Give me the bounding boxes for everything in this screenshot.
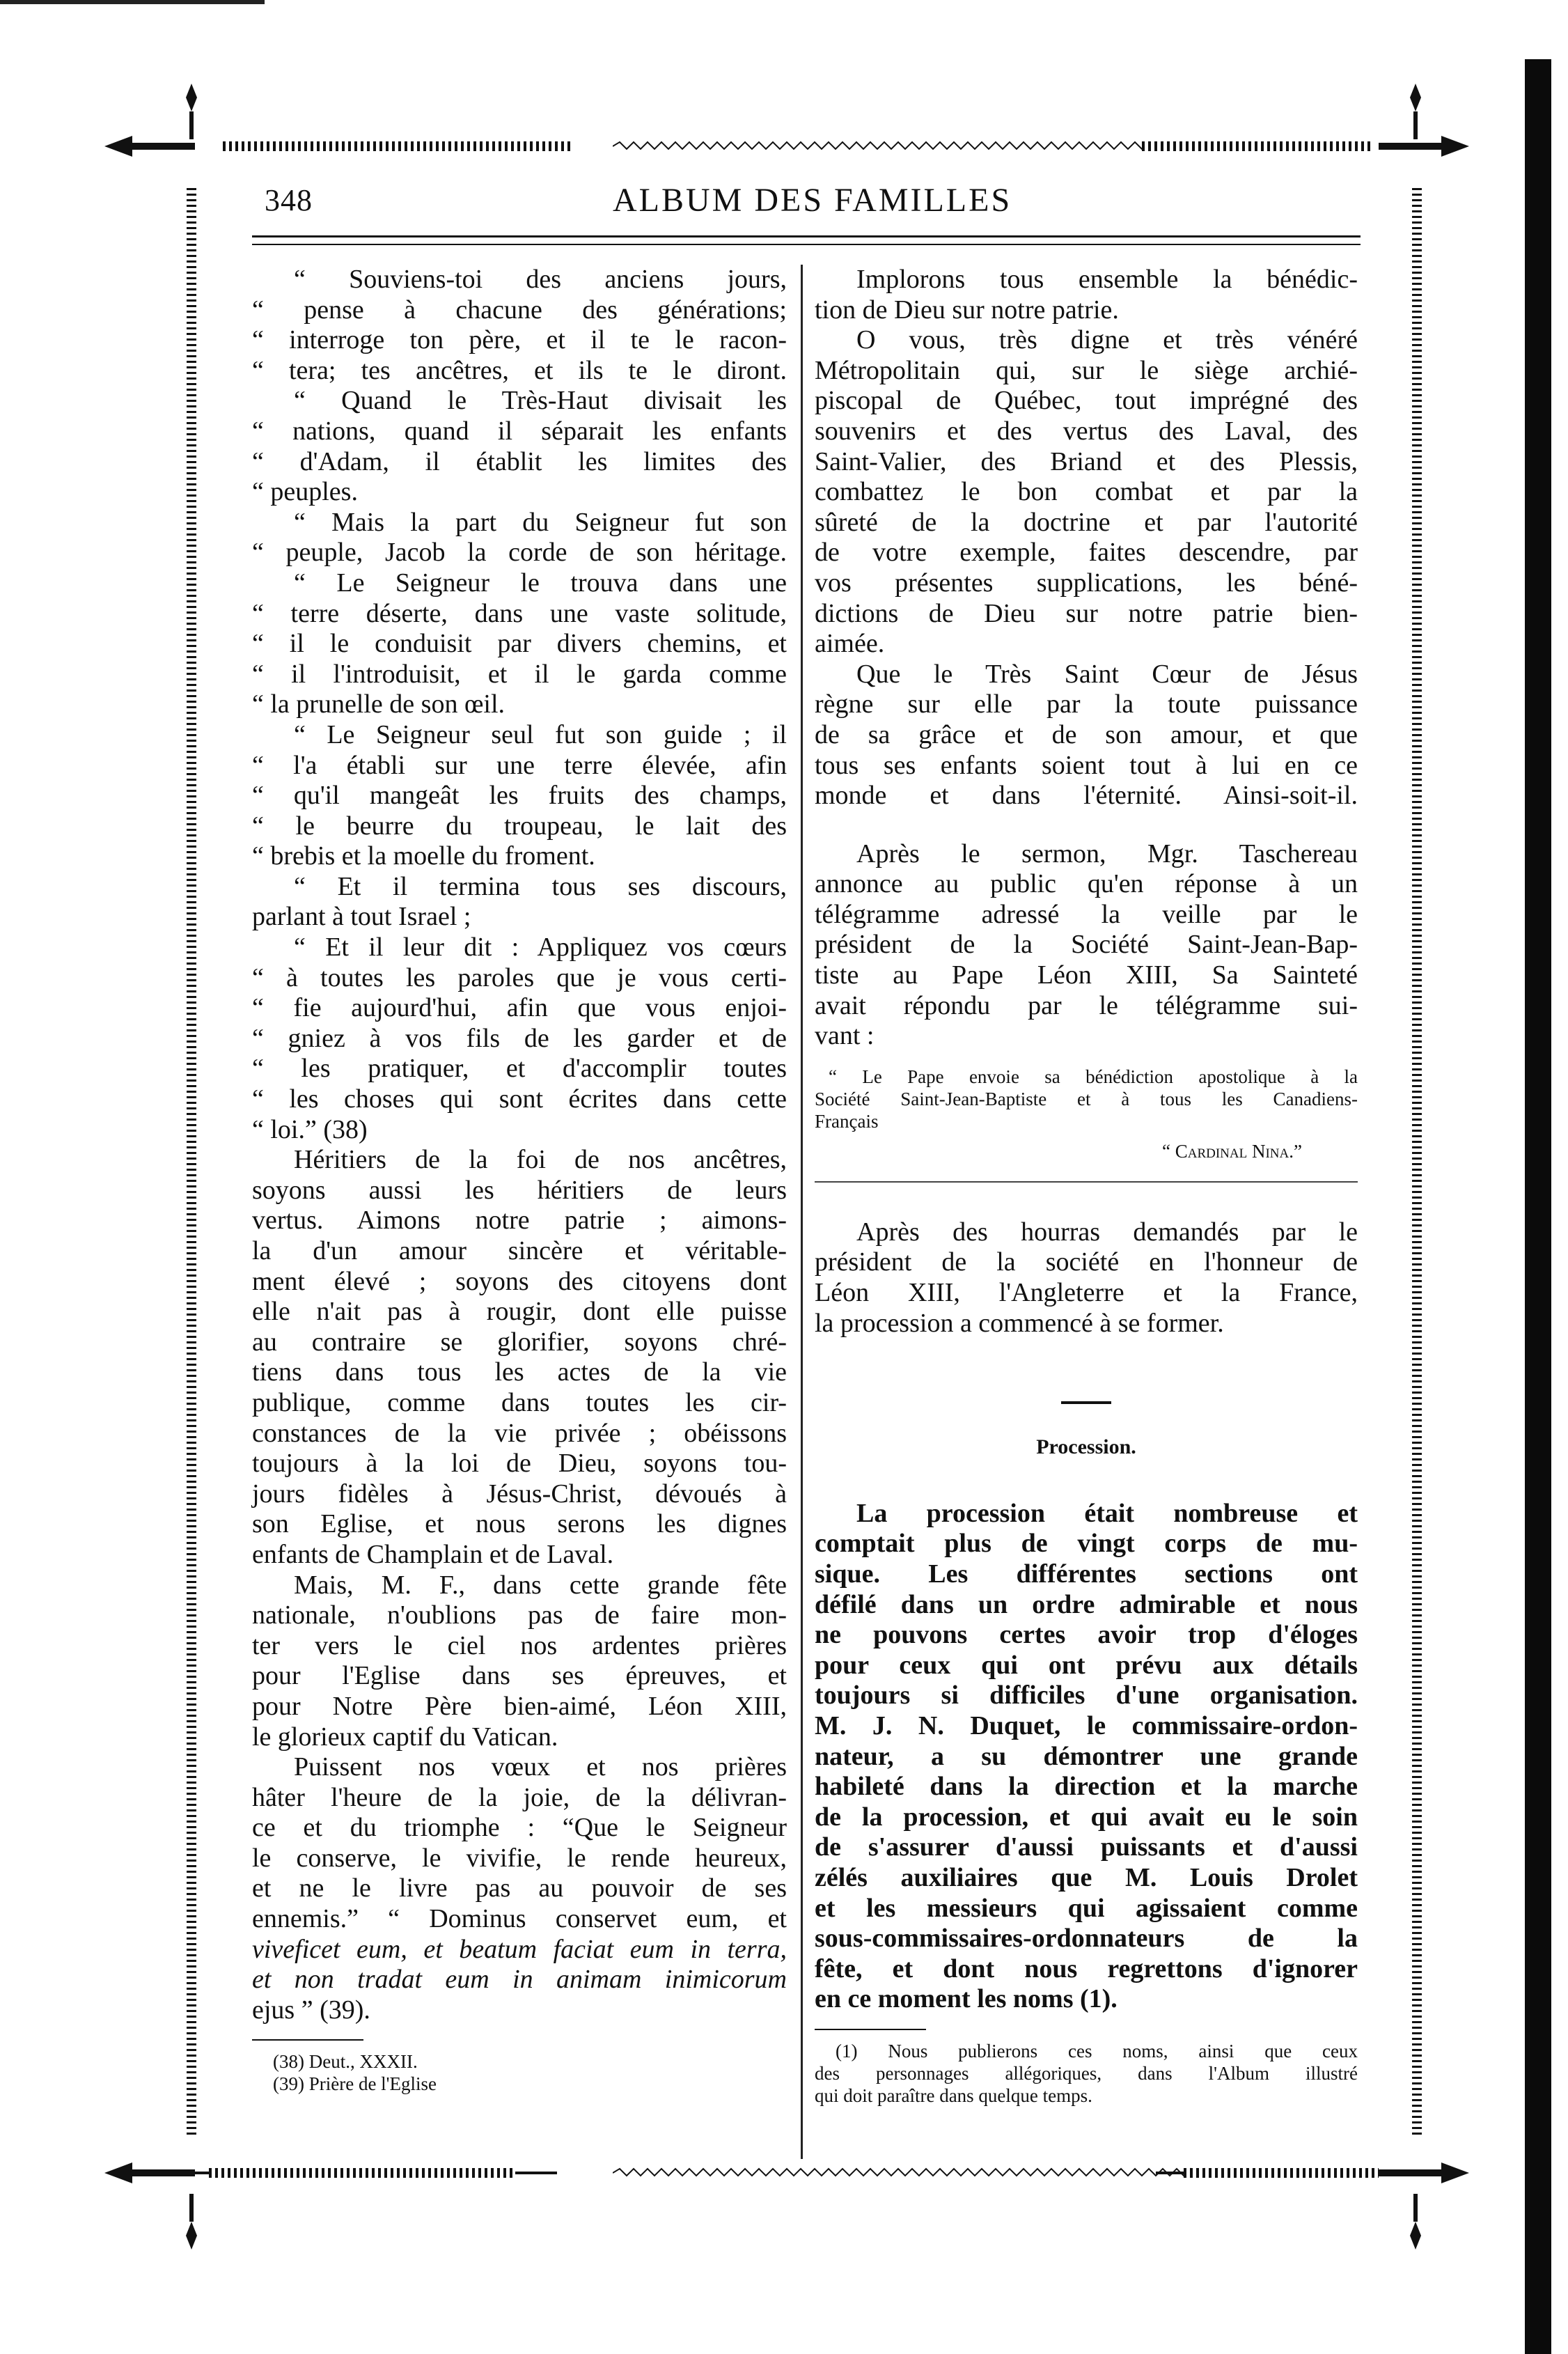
footnote: des personnages allégoriques, dans l'Album illustré	[815, 2062, 1358, 2084]
footnote: (38) Deut., XXXII.	[273, 2051, 418, 2073]
footnote: (39) Prière de l'Eglise	[273, 2073, 437, 2095]
text-line: toujours si difficiles d'une organisation.	[815, 1681, 1358, 1710]
text-line: aimée.	[815, 629, 885, 659]
text-line: en ce moment les noms (1).	[815, 1984, 1118, 2014]
text-line: nationale, n'oublions pas de faire mon-	[252, 1600, 787, 1630]
text-line: règne sur elle par la toute puissance	[815, 689, 1358, 719]
left-arrow-ornament-icon	[104, 129, 195, 164]
text-line: sique. Les différentes sections ont	[815, 1559, 1358, 1589]
right-column	[815, 265, 1358, 2107]
text-line: Mais, M. F., dans cette grande fête	[294, 1570, 787, 1600]
text-line: elle n'ait pas à rougir, dont elle puisse	[252, 1297, 787, 1327]
text-line: “ nations, quand il séparait les enfants	[252, 416, 787, 446]
text-line: président de la société en l'honneur de	[815, 1247, 1358, 1277]
text-line: télégramme adressé la veille par le	[815, 899, 1358, 929]
text-line: “ peuple, Jacob la corde de son héritage.	[252, 538, 787, 568]
text-line: et non tradat eum in animam inimicorum	[252, 1965, 787, 1995]
text-line: “ Souviens-toi des anciens jours,	[294, 265, 787, 294]
text-line: vertus. Aimons notre patrie ; aimons-	[252, 1206, 787, 1236]
text-line: “ loi.” (38)	[252, 1114, 368, 1144]
text-line: de votre exemple, faites descendre, par	[815, 538, 1358, 568]
text-line: le glorieux captif du Vatican.	[252, 1722, 558, 1752]
text-line: monde et dans l'éternité. Ainsi-soit-il.	[815, 781, 1358, 811]
text-line: au contraire se glorifier, soyons chré-	[252, 1327, 787, 1357]
text-line: zélés auxiliaires que M. Louis Drolet	[815, 1862, 1358, 1892]
text-line: comptait plus de vingt corps de mu-	[815, 1529, 1358, 1559]
footnote: (1) Nous publierons ces noms, ainsi que ceux	[836, 2040, 1358, 2061]
text-line: “ Quand le Très-Haut divisait les	[294, 386, 787, 416]
text-line: hâter l'heure de la joie, de la délivran-	[252, 1782, 787, 1812]
text-line: ter vers le ciel nos ardentes prières	[252, 1630, 787, 1660]
text-line: président de la Société Saint-Jean-Bap-	[815, 930, 1358, 960]
telegram-line: “ Le Pape envoie sa bénédiction apostolique à la	[829, 1066, 1358, 1087]
section-heading: Procession.	[1036, 1435, 1136, 1459]
footnote-rule	[252, 2039, 363, 2041]
section-rule	[1061, 1401, 1111, 1404]
top-edge-line	[0, 0, 265, 4]
text-line: tion de Dieu sur notre patrie.	[815, 295, 1119, 325]
text-line: ment élevé ; soyons des citoyens dont	[252, 1266, 787, 1296]
text-line: “ peuples.	[252, 477, 358, 507]
bottom-border-band	[139, 2166, 1427, 2180]
text-line: tiste au Pape Léon XIII, Sa Sainteté	[815, 960, 1358, 990]
text-line: “ les choses qui sont écrites dans cette	[252, 1084, 787, 1114]
footnote: qui doit paraître dans quelque temps.	[815, 2084, 1092, 2106]
text-line: “ la prunelle de son œil.	[252, 689, 505, 719]
text-line: “ à toutes les paroles que je vous certi-	[252, 962, 787, 992]
text-line: nateur, a su démontrer une grande	[815, 1741, 1358, 1771]
running-title: ALBUM DES FAMILLES	[613, 182, 1012, 219]
text-line: Après des hourras demandés par le	[856, 1217, 1358, 1247]
corner-ornament-icon	[171, 2194, 212, 2250]
text-line: “ Et il leur dit : Appliquez vos cœurs	[294, 933, 787, 962]
telegram-line: Français	[815, 1110, 879, 1132]
text-line: “ Mais la part du Seigneur fut son	[294, 507, 787, 537]
text-line: avait répondu par le télégramme sui-	[815, 990, 1358, 1020]
text-line: “ d'Adam, il établit les limites des	[252, 446, 787, 476]
right-border-rail	[1412, 188, 1422, 2138]
text-line: toujours à la loi de Dieu, soyons tou-	[252, 1449, 787, 1479]
text-line: piscopal de Québec, tout imprégné des	[815, 386, 1358, 416]
text-line: “ il le conduisit par divers chemins, et	[252, 629, 787, 659]
text-line: “ brebis et la moelle du froment.	[252, 841, 595, 871]
text-line: viveficet eum, et beatum faciat eum in terra,	[252, 1934, 787, 1964]
text-line: son Eglise, et nous serons les dignes	[252, 1509, 787, 1539]
text-line: le conserve, le vivifie, le rende heureux,	[252, 1843, 787, 1873]
separator-rule	[815, 1181, 1358, 1183]
text-line: “ interroge ton père, et il te le racon-	[252, 325, 787, 355]
text-line: ejus ” (39).	[252, 1995, 370, 2025]
text-line: sûreté de la doctrine et par l'autorité	[815, 507, 1358, 537]
text-line: parlant à tout Israel ;	[252, 902, 471, 932]
text-line: La procession était nombreuse et	[856, 1498, 1358, 1528]
text-line: sous-commissaires-ordonnateurs de la	[815, 1924, 1358, 1954]
text-line: “ Le Seigneur seul fut son guide ; il	[294, 719, 787, 749]
page-number: 348	[265, 183, 313, 217]
text-line: pour ceux qui ont prévu aux détails	[815, 1650, 1358, 1680]
left-border-rail	[187, 188, 196, 2138]
procession-paragraph	[815, 1499, 1358, 2015]
text-line: pour Notre Père bien-aimé, Léon XIII,	[252, 1691, 787, 1721]
text-line: “ terre déserte, dans une vaste solitude,	[252, 598, 787, 628]
text-line: Héritiers de la foi de nos ancêtres,	[294, 1145, 787, 1175]
right-arrow-ornament-icon	[1379, 129, 1469, 164]
text-line: enfants de Champlain et de Laval.	[252, 1539, 614, 1569]
text-line: et les messieurs qui agissaient comme	[815, 1893, 1358, 1923]
text-line: ennemis.” “ Dominus conservet eum, et	[252, 1904, 787, 1934]
text-line: annonce au public qu'en réponse à un	[815, 869, 1358, 899]
text-line: vos présentes supplications, les béné-	[815, 568, 1358, 598]
text-line: Implorons tous ensemble la bénédic-	[856, 265, 1358, 294]
text-line: tous ses enfants soient tout à lui en ce	[815, 750, 1358, 780]
text-line: de sa grâce et de son amour, et que	[815, 719, 1358, 749]
text-line: et ne le livre pas au pouvoir de ses	[252, 1873, 787, 1903]
text-line: vant :	[815, 1021, 875, 1051]
telegram-line: Société Saint-Jean-Baptiste et à tous les Canadiens-	[815, 1088, 1358, 1109]
text-line: dictions de Dieu sur notre patrie bien-	[815, 598, 1358, 628]
text-line: Que le Très Saint Cœur de Jésus	[856, 659, 1358, 689]
text-line: la procession a commencé à se former.	[815, 1308, 1224, 1338]
text-line: soyons aussi les héritiers de leurs	[252, 1175, 787, 1205]
right-arrow-ornament-icon	[1379, 2156, 1469, 2190]
text-line: défilé dans un ordre admirable et nous	[815, 1589, 1358, 1619]
text-line: “ gniez à vos fils de les garder et de	[252, 1023, 787, 1053]
text-line: “ tera; tes ancêtres, et ils te le diront.	[252, 355, 787, 385]
text-line: publique, comme dans toutes les cir-	[252, 1387, 787, 1417]
text-line: “ les pratiquer, et d'accomplir toutes	[252, 1054, 787, 1084]
right-border-bar	[1525, 59, 1551, 2354]
text-line: “ le beurre du troupeau, le lait des	[252, 811, 787, 841]
column-divider	[801, 265, 803, 2159]
text-line: Après le sermon, Mgr. Taschereau	[856, 839, 1358, 868]
text-line: Métropolitain qui, sur le siège archié-	[815, 355, 1358, 385]
left-column	[252, 265, 787, 2095]
top-border-band	[139, 139, 1427, 153]
text-line: “ Et il termina tous ses discours,	[294, 871, 787, 901]
text-line: tiens dans tous les actes de la vie	[252, 1357, 787, 1387]
text-line: Puissent nos vœux et nos prières	[294, 1752, 787, 1782]
text-line: jours fidèles à Jésus-Christ, dévoués à	[252, 1479, 787, 1509]
telegram-signature: “ Cardinal Nina.”	[1162, 1140, 1302, 1162]
text-line: Saint-Valier, des Briand et des Plessis,	[815, 446, 1358, 476]
text-line: habileté dans la direction et la marche	[815, 1772, 1358, 1802]
text-line: “ l'a établi sur une terre élevée, afin	[252, 750, 787, 780]
text-line: ne pouvons certes avoir trop d'éloges	[815, 1620, 1358, 1650]
text-line: “ Le Seigneur le trouva dans une	[294, 568, 787, 598]
text-line: souvenirs et des vertus des Laval, des	[815, 416, 1358, 446]
text-line: “ fie aujourd'hui, afin que vous enjoi-	[252, 993, 787, 1023]
text-line: constances de la vie privée ; obéissons	[252, 1418, 787, 1448]
corner-ornament-icon	[1395, 2194, 1436, 2250]
text-line: combattez le bon combat et par la	[815, 477, 1358, 507]
text-line: M. J. N. Duquet, le commissaire-ordon-	[815, 1710, 1358, 1740]
header-rule	[252, 235, 1361, 237]
text-line: de la procession, et qui avait eu le soin	[815, 1802, 1358, 1832]
left-arrow-ornament-icon	[104, 2156, 195, 2190]
text-line: fête, et dont nous regrettons d'ignorer	[815, 1954, 1358, 1983]
text-line: “ il l'introduisit, et il le garda comme	[252, 659, 787, 689]
text-line: O vous, très digne et très vénéré	[856, 325, 1358, 355]
text-line: “ qu'il mangeât les fruits des champs,	[252, 781, 787, 811]
header-rule	[252, 244, 1361, 245]
text-line: ce et du triomphe : “Que le Seigneur	[252, 1813, 787, 1843]
text-line: de s'assurer d'aussi puissants et d'aussi	[815, 1832, 1358, 1862]
text-line: pour l'Eglise dans ses épreuves, et	[252, 1661, 787, 1691]
text-line: Léon XIII, l'Angleterre et la France,	[815, 1278, 1358, 1308]
text-line: “ pense à chacune des générations;	[252, 295, 787, 325]
footnote-rule	[815, 2029, 926, 2030]
text-line: la d'un amour sincère et véritable-	[252, 1236, 787, 1265]
